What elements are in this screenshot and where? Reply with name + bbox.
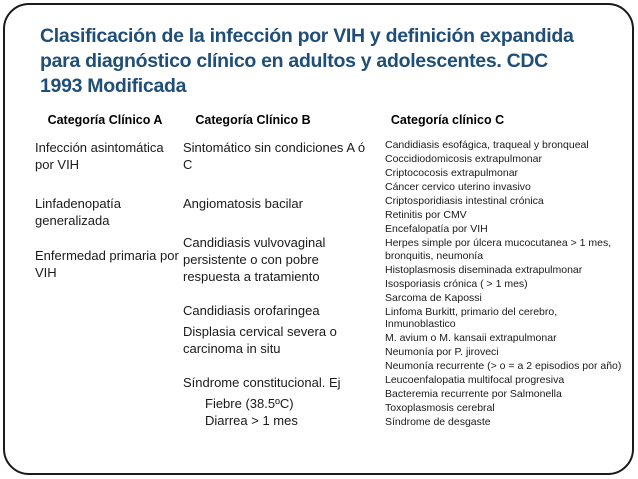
list-item: Histoplasmosis diseminada extrapulmonar bbox=[385, 263, 583, 276]
list-item: Criptococosis extrapulmonar bbox=[385, 167, 519, 180]
list-item: Síndrome de desgaste bbox=[385, 416, 491, 429]
slide-frame bbox=[3, 3, 634, 475]
list-item: Neumonía recurrente (> o = a 2 episodios por año) bbox=[385, 360, 622, 373]
list-item: Enfermedad primaria por VIH bbox=[35, 248, 179, 281]
list-item: Leucoenfalopatia multifocal progresiva bbox=[385, 374, 565, 387]
list-item: Infección asintomática por VIH bbox=[35, 140, 164, 173]
slide-title: Clasificación de la infección por VIH y definición expandida para diagnóstico clínico en adultos y adolescentes. CDC 1993 Modificada bbox=[40, 25, 574, 97]
list-item: Herpes simple por úlcera mucocutanea > 1 mes, bronquitis, neumonía bbox=[385, 237, 612, 262]
list-item: Bacteremia recurrente por Salmonella bbox=[385, 388, 562, 401]
list-item: Diarrea > 1 mes bbox=[205, 413, 298, 429]
list-item: Linfadenopatía generalizada bbox=[35, 196, 122, 229]
list-item: Angiomatosis bacilar bbox=[183, 196, 303, 212]
list-item: Isosporiasis crónica ( > 1 mes) bbox=[385, 277, 528, 290]
list-item: Displasia cervical severa o carcinoma in situ bbox=[183, 324, 337, 357]
list-item: Toxoplasmosis cerebral bbox=[385, 402, 495, 415]
column-a-header: Categoría Clínico A bbox=[47, 113, 163, 128]
list-item: Encefalopatía por VIH bbox=[385, 223, 488, 236]
list-item: Síndrome constitucional. Ej bbox=[183, 375, 341, 391]
list-item: Linfoma Burkitt, primario del cerebro, Inmunoblastico bbox=[385, 305, 558, 331]
list-item: Sarcoma de Kapossi bbox=[385, 291, 482, 304]
list-item: Cáncer cervico uterino invasivo bbox=[385, 181, 531, 194]
list-item: Fiebre (38.5ºC) bbox=[205, 396, 294, 412]
classification-table bbox=[5, 113, 632, 430]
list-item: Coccidiodomicosis extrapulmonar bbox=[385, 153, 542, 166]
list-item: Criptosporidiasis intestinal crónica bbox=[385, 195, 544, 208]
column-b-header: Categoría Clínico B bbox=[195, 113, 311, 128]
column-c-header: Categoría clínico C bbox=[390, 113, 505, 128]
list-item: Retinitis por CMV bbox=[385, 209, 467, 222]
list-item: Sintomático sin condiciones A ó C bbox=[183, 140, 366, 173]
list-item: Neumonía por P. jiroveci bbox=[385, 346, 499, 359]
list-item: Candidiasis orofaringea bbox=[183, 303, 320, 319]
column-category-c bbox=[385, 113, 623, 430]
column-category-b bbox=[183, 113, 369, 429]
column-category-a bbox=[35, 113, 183, 281]
list-item: Candidiasis vulvovaginal persistente o con pobre respuesta a tratamiento bbox=[183, 235, 326, 285]
list-item: M. avium o M. kansaii extrapulmonar bbox=[385, 332, 557, 345]
list-item: Candidiasis esofágica, traqueal y bronqueal bbox=[385, 139, 589, 152]
